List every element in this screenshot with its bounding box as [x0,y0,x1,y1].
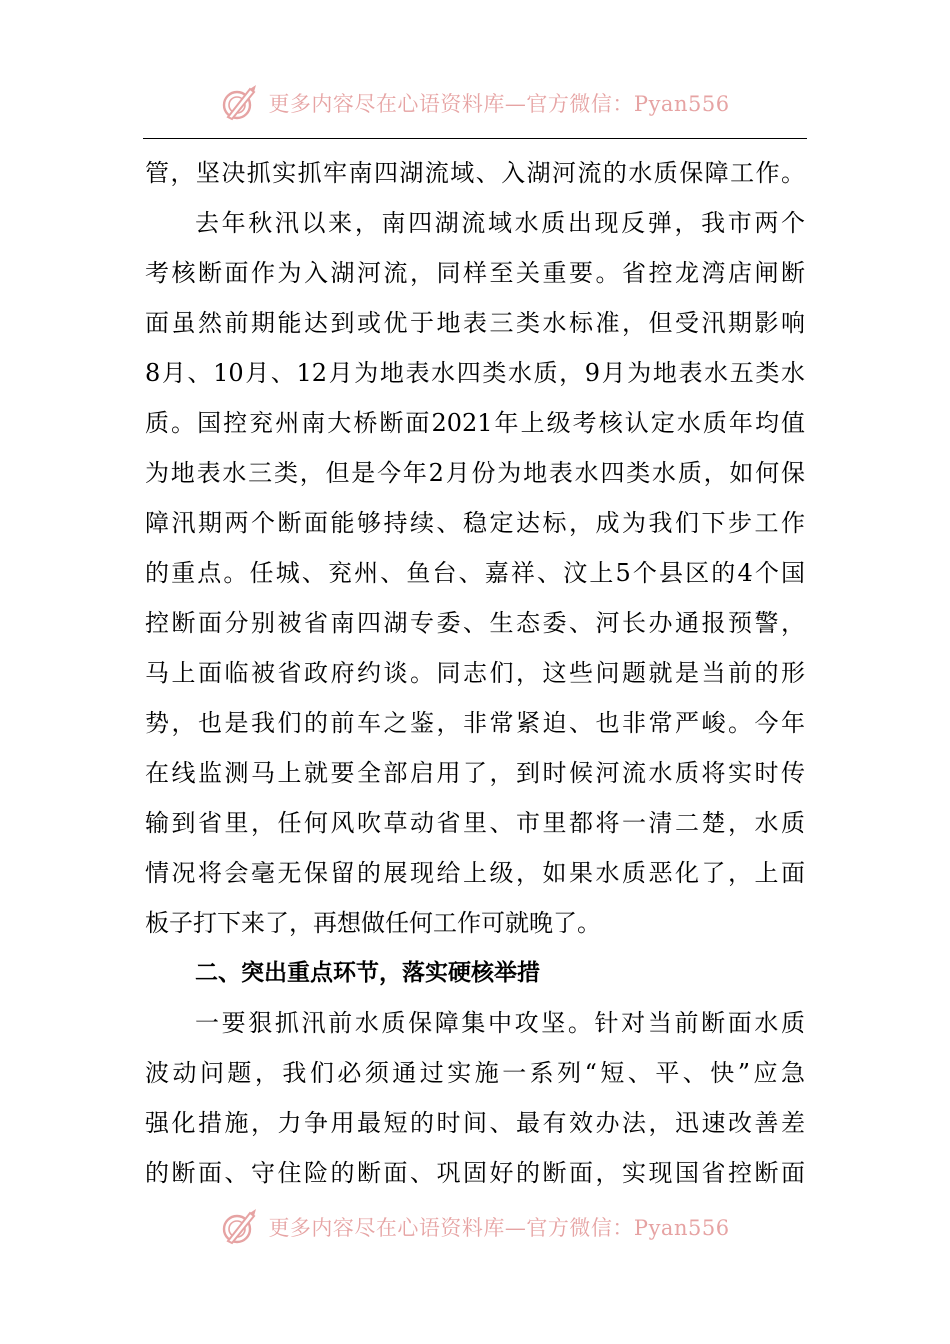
document-body [145,148,805,1198]
body-line: 板子打下来了，再想做任何工作可就晚了。 [145,909,601,937]
watermark-text: 更多内容尽在心语资料库—官方微信：Pyan556 [268,92,730,116]
body-line: 考核断面作为入湖河流，同样至关重要。省控龙湾店闸断 [145,259,805,287]
section-heading: 二、突出重点环节，落实硬核举措 [195,960,540,986]
body-line: 质。国控兖州南大桥断面2021年上级考核认定水质年均值 [145,409,805,437]
body-line: 强化措施，力争用最短的时间、最有效办法，迅速改善差 [145,1109,805,1137]
body-line: 马上面临被省政府约谈。同志们，这些问题就是当前的形 [145,659,805,687]
watermark-footer [0,1202,950,1252]
body-line: 一要狠抓汛前水质保障集中攻坚。针对当前断面水质 [195,1009,805,1037]
body-line: 势，也是我们的前车之鉴，非常紧迫、也非常严峻。今年 [145,709,805,737]
watermark-header [0,78,950,128]
body-line: 去年秋汛以来，南四湖流域水质出现反弹，我市两个 [195,209,805,237]
watermark-text: 更多内容尽在心语资料库—官方微信：Pyan556 [268,1216,730,1240]
body-line: 管，坚决抓实抓牢南四湖流域、入湖河流的水质保障工作。 [145,159,805,187]
body-line: 情况将会毫无保留的展现给上级，如果水质恶化了，上面 [145,859,805,887]
body-line: 的重点。任城、兖州、鱼台、嘉祥、汶上5个县区的4个国 [145,559,805,587]
quill-logo-icon [220,1207,260,1247]
body-line: 8月、10月、12月为地表水四类水质，9月为地表水五类水 [145,359,805,387]
quill-logo-icon [220,83,260,123]
body-line: 的断面、守住险的断面、巩固好的断面，实现国省控断面 [145,1159,805,1187]
body-line: 输到省里，任何风吹草动省里、市里都将一清二楚，水质 [145,809,805,837]
body-line: 为地表水三类，但是今年2月份为地表水四类水质，如何保 [145,459,805,487]
body-line: 面虽然前期能达到或优于地表三类水标准，但受汛期影响 [145,309,805,337]
body-line: 在线监测马上就要全部启用了，到时候河流水质将实时传 [145,759,805,787]
body-line: 障汛期两个断面能够持续、稳定达标，成为我们下步工作 [145,509,805,537]
header-rule [143,138,807,139]
body-line: 波动问题，我们必须通过实施一系列“短、平、快”应急 [145,1059,805,1087]
body-line: 控断面分别被省南四湖专委、生态委、河长办通报预警， [145,609,805,637]
